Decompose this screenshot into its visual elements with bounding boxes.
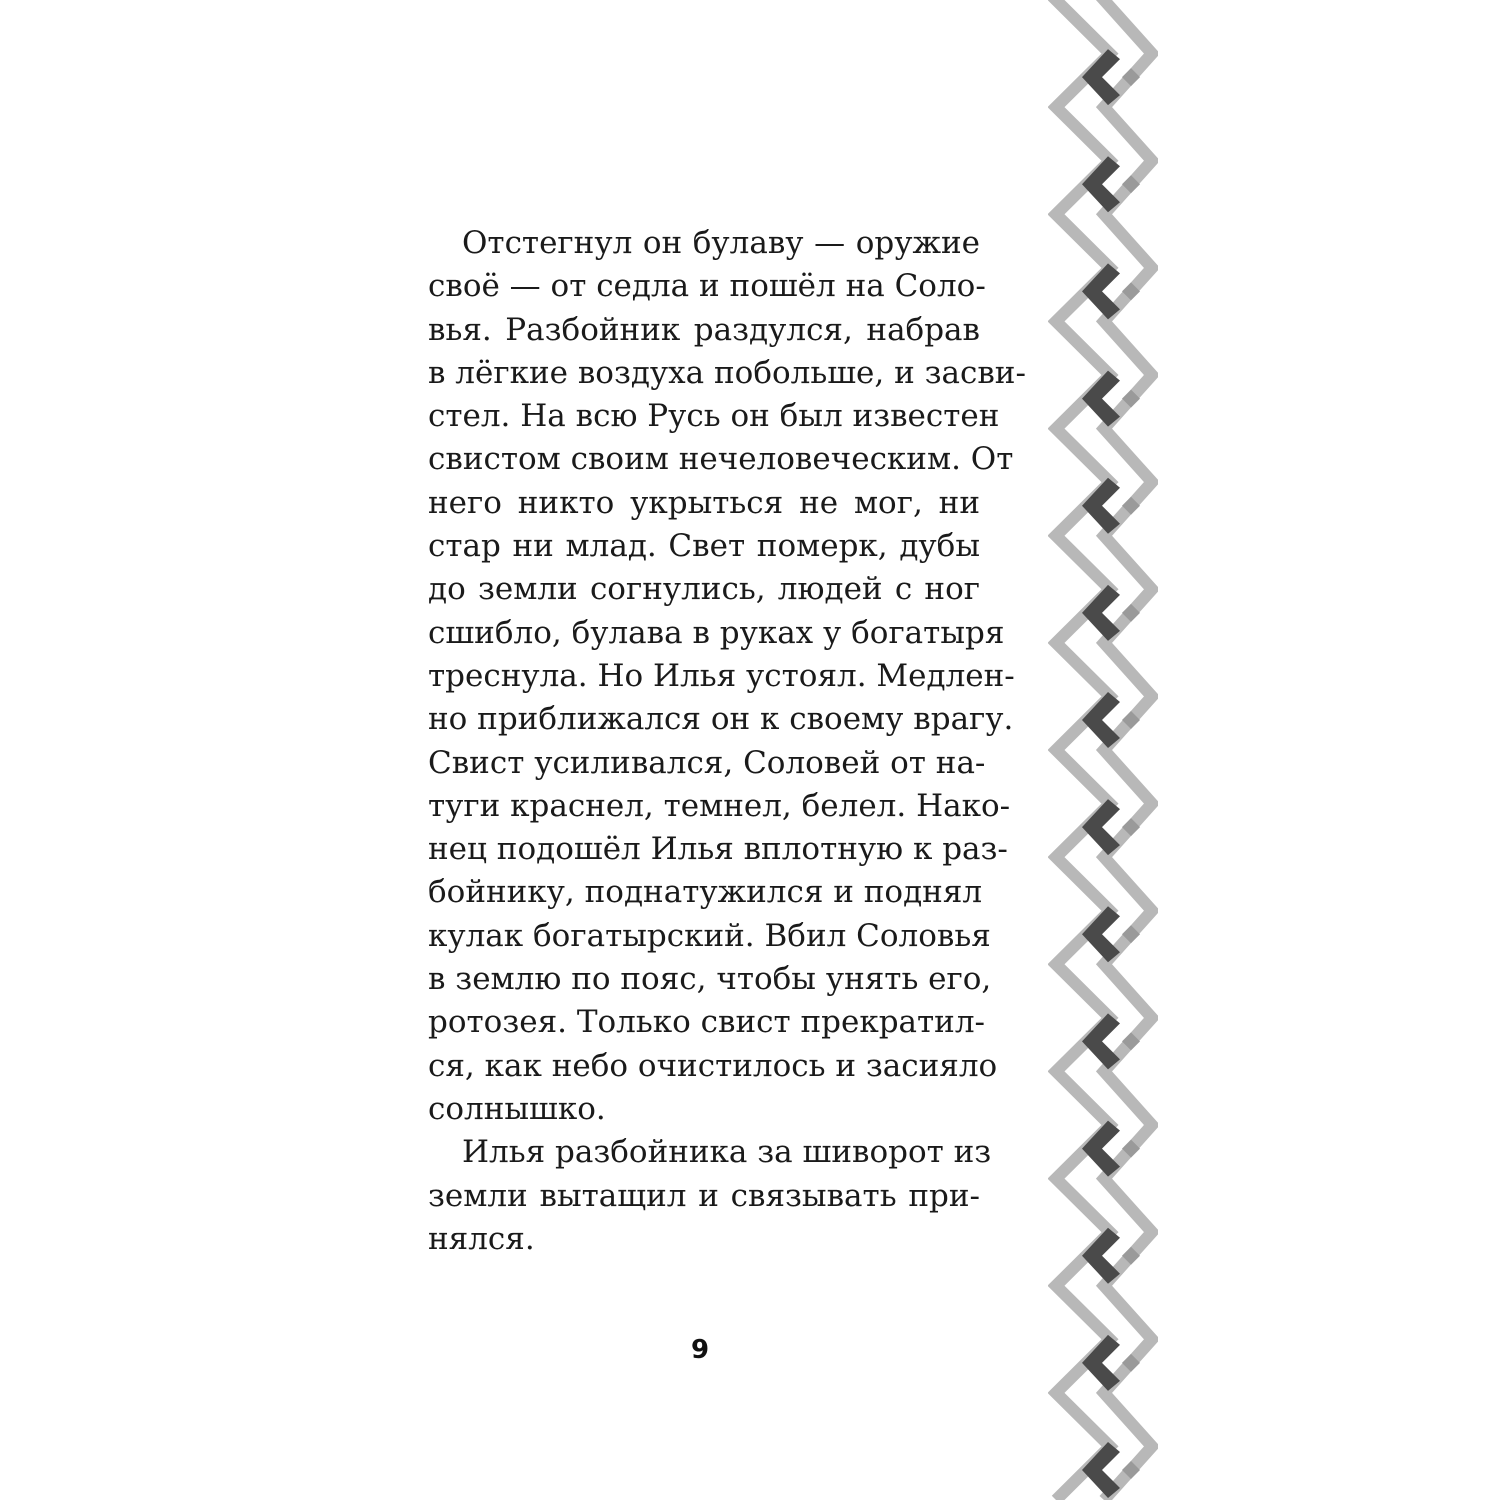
chevron-motif-icon bbox=[1082, 1228, 1140, 1284]
chevron-motif-icon bbox=[1082, 1335, 1140, 1391]
text-line: до земли согнулись, людей с ног bbox=[428, 571, 980, 608]
chevron-shape bbox=[1082, 263, 1120, 319]
chevron-shape bbox=[1082, 906, 1120, 962]
chevron-motif-icon bbox=[1082, 49, 1140, 105]
zigzag-border-ornament-icon bbox=[1048, 0, 1158, 1500]
chevron-motif-icon bbox=[1082, 371, 1140, 427]
text-line: кулак богатырский. Вбил Соловья bbox=[428, 917, 991, 954]
text-line: Илья разбойника за шиворот из bbox=[462, 1134, 992, 1171]
chevron-shape bbox=[1082, 49, 1120, 105]
chevron-shape bbox=[1082, 692, 1120, 748]
chevron-shape bbox=[1082, 799, 1120, 855]
chevron-shape bbox=[1082, 1335, 1120, 1391]
text-line: ся, как небо очистилось и засияло bbox=[428, 1047, 998, 1084]
chevron-motif-icon bbox=[1082, 478, 1140, 534]
chevron-motif-icon bbox=[1082, 263, 1140, 319]
chevron-motif-icon bbox=[1082, 1121, 1140, 1177]
chevron-shape bbox=[1082, 585, 1120, 641]
text-line: него никто укрыться не мог, ни bbox=[428, 484, 980, 521]
text-line: Свист усиливался, Соловей от на- bbox=[428, 744, 986, 781]
text-line: свистом своим нечеловеческим. От bbox=[428, 441, 1014, 478]
text-line: солнышко. bbox=[428, 1090, 606, 1127]
chevron-shape bbox=[1082, 1442, 1120, 1498]
text-line: в землю по пояс, чтобы унять его, bbox=[428, 961, 992, 998]
text-line: своё — от седла и пошёл на Соло- bbox=[428, 268, 986, 305]
chevron-motif-icon bbox=[1082, 156, 1140, 212]
chevron-shape bbox=[1082, 156, 1120, 212]
text-line: бойнику, поднатужился и поднял bbox=[428, 874, 983, 911]
text-line: в лёгкие воздуха побольше, и засви- bbox=[428, 354, 1026, 391]
page-number: 9 bbox=[690, 1335, 710, 1365]
text-line: нялся. bbox=[428, 1220, 535, 1257]
text-line: сшибло, булава в руках у богатыря bbox=[428, 614, 1005, 651]
text-line: вья. Разбойник раздулся, набрав bbox=[428, 311, 980, 348]
text-line: ротозея. Только свист прекратил- bbox=[428, 1004, 986, 1041]
body-text bbox=[428, 222, 1026, 1261]
text-line: Отстегнул он булаву — оружие bbox=[462, 225, 980, 261]
chevron-shape bbox=[1082, 478, 1120, 534]
text-line: нец подошёл Илья вплотную к раз- bbox=[428, 831, 1008, 868]
chevron-motif-icon bbox=[1082, 1442, 1140, 1498]
chevron-motif-icon bbox=[1082, 1013, 1140, 1069]
chevron-shape bbox=[1082, 371, 1120, 427]
paragraph-1 bbox=[428, 222, 1026, 1131]
chevron-shape bbox=[1082, 1228, 1120, 1284]
chevron-shape bbox=[1082, 1121, 1120, 1177]
chevron-motif-icon bbox=[1082, 799, 1140, 855]
text-line: треснула. Но Илья устоял. Медлен- bbox=[428, 657, 1015, 694]
chevron-motif-icon bbox=[1082, 692, 1140, 748]
text-line: но приближался он к своему врагу. bbox=[428, 701, 1014, 738]
text-line: земли вытащил и связывать при- bbox=[428, 1177, 980, 1214]
chevron-motif-icon bbox=[1082, 906, 1140, 962]
chevron-motif-icon bbox=[1082, 585, 1140, 641]
text-line: туги краснел, темнел, белел. Нако- bbox=[428, 787, 1011, 824]
paragraph-2 bbox=[428, 1131, 992, 1261]
text-line: стар ни млад. Свет померк, дубы bbox=[428, 528, 980, 565]
chevron-shape bbox=[1082, 1013, 1120, 1069]
text-line: стел. На всю Русь он был известен bbox=[428, 398, 1000, 435]
